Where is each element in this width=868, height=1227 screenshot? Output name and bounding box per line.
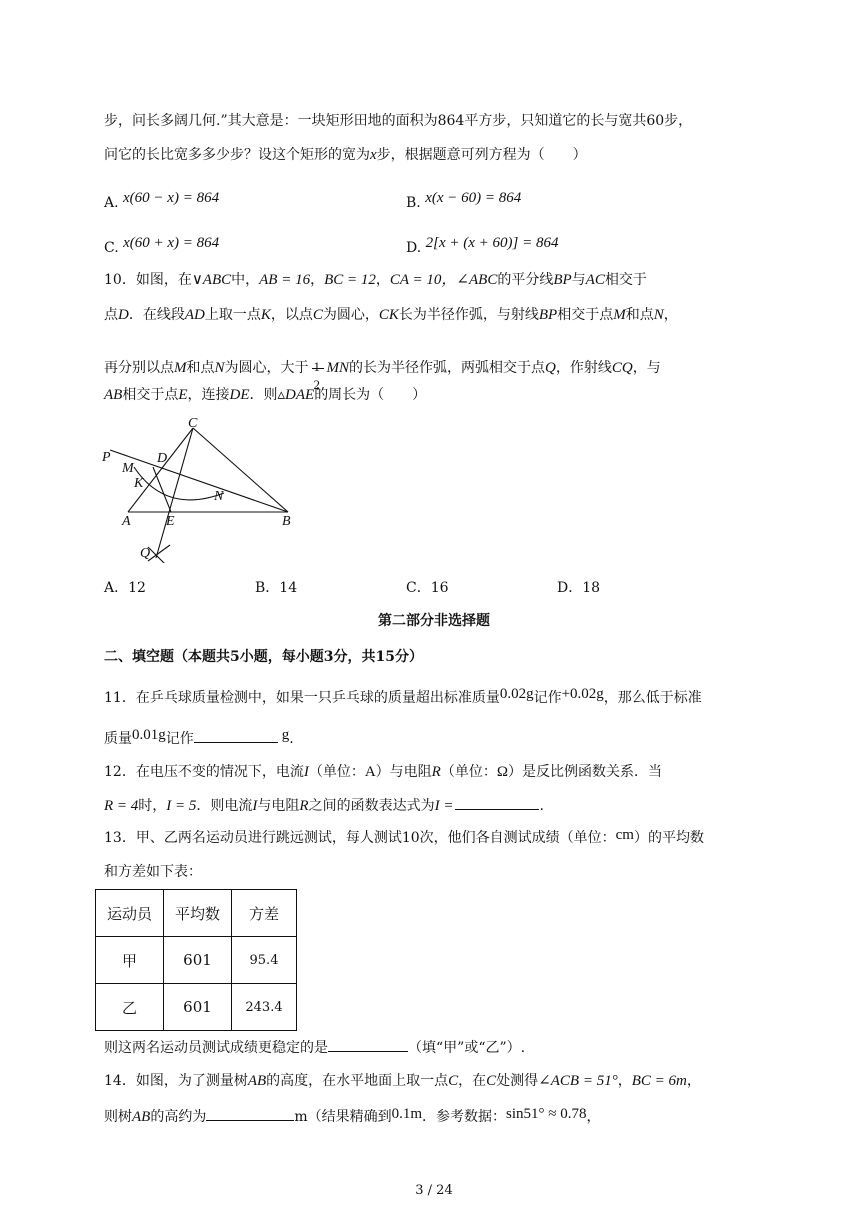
- q9-option-c: [104, 233, 220, 256]
- q10-mn: MN: [326, 360, 350, 376]
- label-d: D: [157, 451, 168, 466]
- q13-line1: [104, 828, 704, 848]
- label-p: P: [102, 450, 111, 465]
- q10-bp: BP: [553, 272, 572, 288]
- q13-answer-blank[interactable]: [328, 1037, 408, 1052]
- q10-line2: [104, 305, 678, 325]
- q12-l1e: ）与电阻: [375, 764, 432, 780]
- q10-option-c: C．16: [406, 580, 449, 596]
- q9-option-a: [104, 188, 220, 211]
- q9-var-x: x: [370, 147, 377, 163]
- q11-l1c: 记作: [533, 690, 562, 706]
- q10-l2o: 和点: [625, 307, 654, 323]
- q12-i: I: [303, 764, 309, 780]
- q10-l1i: 的平分线: [497, 272, 554, 288]
- q13-after-text: 则这两名运动员测试成绩更稳定的是: [104, 1040, 328, 1056]
- q10-ab2: AB: [104, 387, 123, 403]
- q10-l3a: 再分别以点: [104, 360, 174, 376]
- table-cell: 甲: [96, 937, 164, 984]
- q9-option-d-eq: 2[x + (x + 60)] = 864: [425, 235, 559, 251]
- label-m: M: [122, 461, 134, 476]
- label-c: C: [188, 416, 198, 431]
- q10-l3e: 为圆心，大于: [224, 360, 309, 376]
- q10-l3c: 和点: [186, 360, 215, 376]
- q13-l1a: 13．甲、乙两名运动员进行跳远测试，每人测试10次，他们各自测试成绩（单位：: [104, 830, 616, 846]
- q10-m2: M: [174, 360, 187, 376]
- q14-l2f: ．参考数据：: [422, 1109, 507, 1125]
- q9-option-d-label: D.: [406, 240, 422, 256]
- q14-precision: 0.1m: [391, 1106, 423, 1122]
- q10-l2i: 为圆心，: [322, 307, 379, 323]
- q10-l3k: ，与: [632, 360, 661, 376]
- q14-l2a: 则树: [104, 1109, 132, 1125]
- table-header-row: [96, 890, 297, 937]
- q10-de: DE: [229, 387, 250, 403]
- q10-option-d: D．18: [557, 580, 601, 596]
- q10-geometry-figure: [96, 415, 306, 563]
- q12-l2b: 时，: [138, 798, 167, 814]
- q14-line1: [104, 1071, 701, 1091]
- q10-l1f: ，: [375, 272, 390, 288]
- q11-line1: [104, 688, 702, 708]
- q10-k: K: [260, 307, 271, 323]
- q14-l1e: ，在: [458, 1073, 487, 1089]
- q13-after: [104, 1037, 525, 1058]
- arc-mn: [134, 467, 224, 500]
- q12-l2d: ．则电流: [196, 798, 253, 814]
- q10-l2c: ．在线段: [128, 307, 185, 323]
- q9-option-a-eq: x(60 − x) = 864: [123, 190, 220, 206]
- table-cell: 乙: [96, 984, 164, 1031]
- q10-fraction: [311, 351, 325, 392]
- q13-line2: 和方差如下表：: [104, 864, 202, 880]
- q12-i2: I: [252, 798, 258, 814]
- q10-c: C: [312, 307, 323, 323]
- q12-l2h: 之间的函数表达式为: [308, 798, 435, 814]
- label-k: K: [134, 476, 144, 491]
- q12-unit-a: A: [364, 764, 376, 780]
- q11-mass3: 0.01g: [132, 727, 166, 743]
- q11-l2c: 记作: [165, 731, 194, 747]
- q14-l1c: 的高度，在水平地面上取一点: [266, 1073, 449, 1089]
- table-cell: 601: [164, 984, 232, 1031]
- q11-l1e: ，那么低于标准: [603, 690, 702, 706]
- q14-ab2: AB: [132, 1109, 151, 1125]
- q9-option-b-eq: x(x − 60) = 864: [425, 190, 522, 206]
- table-cell: 601: [164, 937, 232, 984]
- q10-l2e: 上取一点: [204, 307, 261, 323]
- q12-answer-blank[interactable]: [455, 795, 539, 810]
- q14-l1k: ，: [686, 1073, 701, 1089]
- q12-unit-ohm: Ω: [496, 764, 508, 780]
- q10-l4f: ．则: [249, 387, 278, 403]
- q9-line2: [104, 145, 587, 165]
- q14-l1g: 处测得: [496, 1073, 539, 1089]
- q14-angle: ∠ACB = 51°: [538, 1073, 618, 1089]
- q10-ab: AB = 16: [259, 272, 311, 288]
- q10-l1k: 与: [571, 272, 586, 288]
- q10-n2: N: [214, 360, 225, 376]
- q10-l2a: 点: [104, 307, 118, 323]
- q10-l2m: 相交于点: [557, 307, 614, 323]
- q9-option-d: [406, 233, 559, 256]
- q12-l1i: ）是反比例函数关系．当: [508, 764, 662, 780]
- q10-dae: ▵DAE: [277, 387, 315, 403]
- q10-l1m: 相交于: [604, 272, 647, 288]
- q14-ab: AB: [247, 1073, 267, 1089]
- q14-l1a: 14．如图，为了测量树: [104, 1073, 248, 1089]
- table-row: [96, 937, 297, 984]
- q9-option-b-label: B.: [406, 195, 421, 211]
- q10-e: E: [178, 387, 188, 403]
- q10-n: N: [653, 307, 664, 323]
- q13-results-table: [95, 889, 297, 1031]
- q10-l4d: ，连接: [187, 387, 230, 403]
- q12-line2: [104, 795, 544, 816]
- q13-l1c: ）的平均数: [633, 830, 704, 846]
- label-n: N: [214, 489, 224, 504]
- q11-line2: [104, 728, 294, 749]
- q10-line1: [104, 270, 647, 290]
- q12-i5: I = 5: [166, 798, 197, 814]
- q13-unit-cm: cm: [615, 827, 634, 843]
- q10-ad: AD: [184, 307, 205, 323]
- q12-l2f: 与电阻: [257, 798, 300, 814]
- q12-l1g: （单位：: [440, 764, 497, 780]
- q12-l1a: 12．在电压不变的情况下，电流: [104, 764, 304, 780]
- table-cell: 243.4: [232, 984, 297, 1031]
- q14-answer-blank[interactable]: [206, 1106, 294, 1121]
- q9-option-a-label: A.: [104, 195, 119, 211]
- q9-line2-tail: 步，根据题意可列方程为（ ）: [376, 147, 587, 163]
- q10-l2k: 长为半径作弧，与射线: [398, 307, 539, 323]
- q11-unit-g: g: [281, 727, 290, 743]
- table-header-athlete: 运动员: [96, 890, 164, 937]
- q12-r: R: [431, 764, 441, 780]
- q14-bc: BC = 6m: [631, 1073, 687, 1089]
- label-q: Q: [140, 546, 151, 561]
- q12-i-eq: I =: [434, 798, 454, 814]
- q10-l2g: ，以点: [270, 307, 313, 323]
- q12-line1: [104, 762, 662, 782]
- q14-c: C: [448, 1073, 459, 1089]
- q10-bp2: BP: [538, 307, 558, 323]
- q14-l2c: 的高约为: [150, 1109, 207, 1125]
- q10-l3i: ，作射线: [555, 360, 612, 376]
- q13-after-tail: （填“甲”或“乙”）.: [408, 1040, 526, 1056]
- q10-cq: CQ: [611, 360, 633, 376]
- q12-r2: R: [299, 798, 309, 814]
- q9-line2-text: 问它的长比宽多多少步？设这个矩形的宽为: [104, 147, 370, 163]
- q10-option-a: A．12: [104, 580, 146, 596]
- q10-ca: CA = 10: [389, 272, 442, 288]
- q14-l1i: ，: [617, 1073, 632, 1089]
- q14-c2: C: [486, 1073, 497, 1089]
- q9-line1: 步，问长多阔几何.”其大意是：一块矩形田地的面积为864平方步，只知道它的长与宽共60步，: [104, 113, 693, 129]
- q10-l4b: 相交于点: [122, 387, 179, 403]
- q10-line4: [104, 385, 426, 405]
- q14-l2h: ，: [586, 1109, 601, 1125]
- q10-frac-den: 2: [313, 377, 321, 392]
- q12-r4: R = 4: [104, 798, 139, 814]
- q9-option-c-label: C.: [104, 240, 119, 256]
- q11-answer-blank[interactable]: [194, 728, 278, 743]
- table-cell: 95.4: [232, 937, 297, 984]
- table-header-mean: 平均数: [164, 890, 232, 937]
- q10-triangle: ∨ABC: [191, 272, 232, 288]
- part2-title: 第二部分非选择题: [378, 613, 490, 629]
- q10-q: Q: [545, 360, 556, 376]
- section2-heading: 二、填空题（本题共5小题，每小题3分，共15分）: [104, 649, 423, 665]
- q12-period: .: [539, 798, 544, 814]
- q11-mass2: +0.02g: [561, 686, 604, 702]
- q14-line2: [104, 1106, 601, 1127]
- q9-option-b: [406, 188, 522, 211]
- q10-ck: CK: [378, 307, 399, 323]
- label-b: B: [282, 514, 291, 529]
- q12-l1c: （单位：: [308, 764, 365, 780]
- q10-l2q: ，: [663, 307, 678, 323]
- q10-l1d: ，: [310, 272, 325, 288]
- q10-option-b: B．14: [255, 580, 298, 596]
- q10-m: M: [613, 307, 626, 323]
- q10-l1b: 中，: [231, 272, 260, 288]
- label-a: A: [122, 514, 131, 529]
- q11-l2a: 质量: [104, 731, 132, 747]
- q10-bc: BC = 12: [324, 272, 376, 288]
- q11-l1a: 11．在乒乓球质量检测中，如果一只乒乓球的质量超出标准质量: [104, 690, 500, 706]
- page-number: 3 / 24: [415, 1183, 453, 1198]
- q10-l4h: 的周长为（ ）: [314, 387, 427, 403]
- q10-line3: [104, 350, 661, 392]
- table-row: [96, 984, 297, 1031]
- q10-l3g: 的长为半径作弧，两弧相交于点: [349, 360, 546, 376]
- q14-l2d: m（结果精确到: [294, 1109, 392, 1125]
- q10-angle: ，∠ABC: [441, 272, 498, 288]
- q11-period: .: [289, 731, 294, 747]
- q14-sin: sin51° ≈ 0.78: [506, 1106, 587, 1122]
- table-header-variance: 方差: [232, 890, 297, 937]
- q10-d: D: [118, 307, 129, 323]
- q9-option-c-eq: x(60 + x) = 864: [123, 235, 220, 251]
- q11-mass1: 0.02g: [499, 686, 534, 702]
- q10-l1a: 10．如图，在: [104, 272, 192, 288]
- segment-cb: [193, 428, 288, 512]
- q10-frac-num: 1: [313, 359, 321, 374]
- q10-ac: AC: [585, 272, 605, 288]
- label-e: E: [166, 514, 175, 529]
